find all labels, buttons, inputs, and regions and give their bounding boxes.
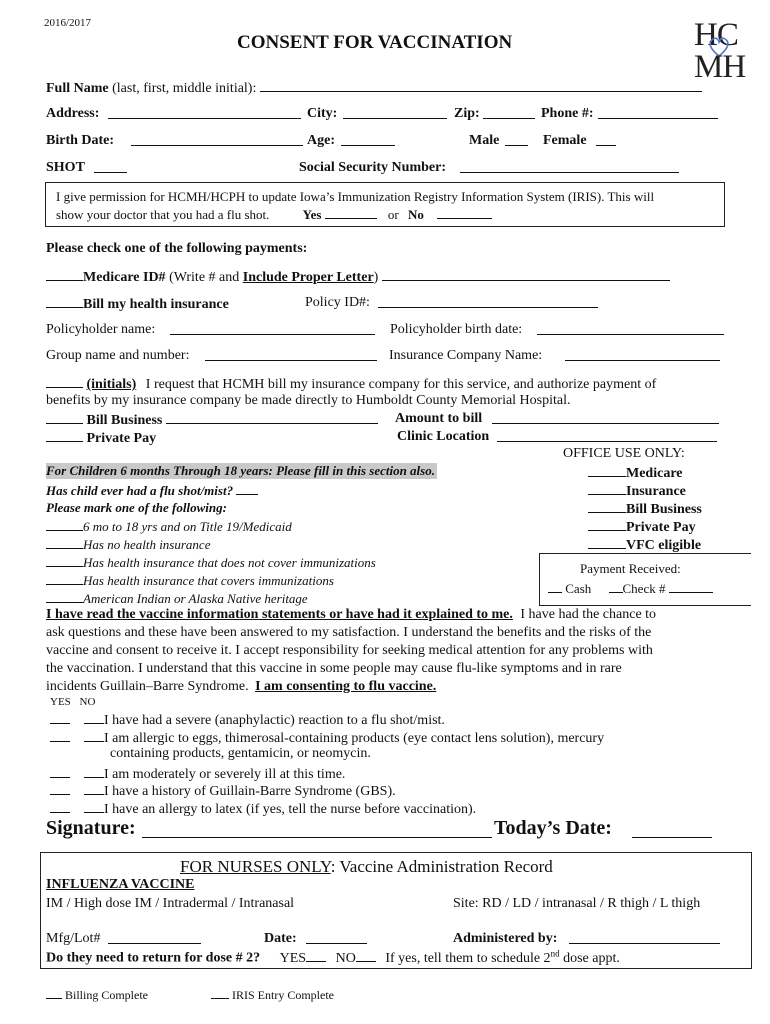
age-label: Age: <box>307 133 335 148</box>
iris-text-line1: I give permission for HCMH/HCPH to update Iowa’s Immunization Registry Information System (IRIS). This will <box>56 189 655 204</box>
billing-complete-row <box>46 986 148 1003</box>
billing-complete-label: Billing Complete <box>65 988 148 1002</box>
screening-q2-text: I am allergic to eggs, thimerosal-containing products (eye contact lens solution), mercury <box>104 731 605 746</box>
children-option-1-check[interactable] <box>46 518 83 531</box>
authorize-row <box>46 375 656 393</box>
children-option-4 <box>46 572 334 589</box>
office-bill-business <box>588 500 702 518</box>
age-field[interactable] <box>341 133 395 146</box>
medicare-close: ) <box>373 270 379 285</box>
office-bill-business-check[interactable] <box>588 500 626 513</box>
full-name-field[interactable] <box>260 79 702 92</box>
return-question: Do they need to return for dose # 2? <box>46 950 261 966</box>
office-insurance-check[interactable] <box>588 482 626 495</box>
bill-business-check[interactable] <box>46 411 83 424</box>
office-use-heading: OFFICE USE ONLY: <box>563 446 685 461</box>
full-name-hint: (last, first, middle initial): <box>112 81 257 96</box>
check-label: Check # <box>622 581 666 596</box>
screening-q2-cont: containing products, gentamicin, or neomycin. <box>110 746 371 761</box>
payment-method-row <box>548 580 713 597</box>
consent-l5: incidents Guillain–Barre Syndrome. <box>46 679 249 694</box>
children-option-4-label: Has health insurance that covers immunizations <box>83 573 334 588</box>
iris-no-field[interactable] <box>437 206 492 219</box>
policyholder-name-field[interactable] <box>170 322 375 335</box>
iris-text-line2-text: show your doctor that you had a flu shot. <box>56 207 270 222</box>
male-label: Male <box>469 133 500 148</box>
clinic-location-field[interactable] <box>497 429 717 442</box>
bill-business-row <box>46 411 378 429</box>
policy-id-label: Policy ID#: <box>305 295 370 310</box>
consent-line-4: the vaccination. I understand that this vaccine in some people may cause flu-like symptoms and in rare <box>46 661 622 676</box>
iris-entry-check[interactable] <box>211 986 229 999</box>
nurses-title-only: FOR NURSES ONLY <box>180 857 331 876</box>
children-option-3 <box>46 554 376 571</box>
phone-field[interactable] <box>598 106 718 119</box>
clinic-location-label: Clinic Location <box>397 429 490 444</box>
office-vfc-label: VFC eligible <box>626 538 702 553</box>
consent-line-3: vaccine and consent to receive it. I accept responsibility for seeking medical attention for any problems with <box>46 643 653 658</box>
cash-label: Cash <box>565 581 592 596</box>
screening-q5-yes[interactable] <box>50 800 70 813</box>
address-field[interactable] <box>108 106 301 119</box>
return-yes-field[interactable] <box>306 949 326 962</box>
medicare-id-field[interactable] <box>382 268 670 281</box>
screening-q1-no[interactable] <box>84 711 104 724</box>
amount-to-bill-field[interactable] <box>492 411 719 424</box>
iris-or-label: or <box>387 207 399 222</box>
insurance-company-field[interactable] <box>565 348 720 361</box>
screening-no-header: NO <box>79 696 96 708</box>
mfg-lot-label: Mfg/Lot# <box>46 931 101 946</box>
payment-heading: Please check one of the following payments: <box>46 241 308 256</box>
hcmh-logo <box>694 17 746 85</box>
consent-lead: I have read the vaccine information statements or have had it explained to me. <box>46 607 513 622</box>
iris-yes-label: Yes <box>302 207 322 222</box>
office-bill-business-label: Bill Business <box>626 502 702 517</box>
policyholder-birth-label: Policyholder birth date: <box>390 322 523 337</box>
administered-by-field[interactable] <box>569 931 720 944</box>
iris-yes-field[interactable] <box>325 206 377 219</box>
children-option-5 <box>46 590 308 607</box>
children-option-5-label: American Indian or Alaska Native heritage <box>83 591 308 606</box>
signature-field[interactable] <box>142 822 492 838</box>
full-name-label: Full Name <box>46 81 109 96</box>
medicare-label: Medicare ID# <box>83 270 166 285</box>
return-no-label: NO <box>335 950 356 966</box>
office-private-pay-check[interactable] <box>588 518 626 531</box>
bill-insurance-label: Bill my health insurance <box>83 297 229 312</box>
children-q1: Has child ever had a flu shot/mist? <box>46 483 234 498</box>
children-q1-row <box>46 482 258 499</box>
consent-l1: I have had the chance to <box>520 607 657 622</box>
influenza-vaccine-label: INFLUENZA VACCINE <box>46 877 195 892</box>
screening-q4-yes[interactable] <box>50 782 70 795</box>
screening-q4 <box>50 782 396 800</box>
nurse-date-field[interactable] <box>306 931 367 944</box>
return-instruction-text: If yes, tell them to schedule 2 <box>385 950 551 966</box>
screening-q2-yes[interactable] <box>50 729 70 742</box>
office-private-pay-label: Private Pay <box>626 520 696 535</box>
consent-line-5 <box>46 679 436 695</box>
return-row <box>46 948 620 967</box>
bill-business-label: Bill Business <box>86 413 163 428</box>
page-title: CONSENT FOR VACCINATION <box>237 32 513 53</box>
initials-label: (initials) <box>86 377 137 392</box>
zip-label: Zip: <box>454 106 480 121</box>
birth-date-label: Birth Date: <box>46 133 115 148</box>
nurses-title <box>180 857 553 877</box>
authorize-text-2: benefits by my insurance company be made directly to Humboldt County Memorial Hospital. <box>46 393 571 408</box>
private-pay-check[interactable] <box>46 429 83 442</box>
return-no-field[interactable] <box>356 949 376 962</box>
children-option-3-label: Has health insurance that does not cover immunizations <box>83 555 376 570</box>
screening-q1-text: I have had a severe (anaphylactic) reaction to a flu shot/mist. <box>104 713 445 728</box>
children-heading: For Children 6 months Through 18 years: Please fill in this section also. <box>46 463 435 478</box>
children-option-1-label: 6 mo to 18 yrs and on Title 19/Medicaid <box>83 519 292 534</box>
shot-label: SHOT <box>46 160 85 175</box>
screening-q1 <box>50 711 445 729</box>
policyholder-name-label: Policyholder name: <box>46 322 156 337</box>
children-option-5-check[interactable] <box>46 590 83 603</box>
bill-business-field[interactable] <box>166 411 378 424</box>
consenting-statement: I am consenting to flu vaccine. <box>255 679 437 694</box>
check-number-field[interactable] <box>669 580 713 593</box>
office-insurance <box>588 482 686 500</box>
screening-q2 <box>50 729 604 747</box>
city-label: City: <box>307 106 338 121</box>
children-option-3-check[interactable] <box>46 554 83 567</box>
shot-field[interactable] <box>94 160 127 173</box>
screening-yes-header: YES <box>50 696 71 708</box>
screening-q1-yes[interactable] <box>50 711 70 724</box>
office-vfc-eligible <box>588 536 701 554</box>
year-label: 2016/2017 <box>44 17 92 29</box>
children-option-1 <box>46 518 292 535</box>
nurse-date-label: Date: <box>264 931 297 946</box>
zip-field[interactable] <box>483 106 535 119</box>
administered-by-label: Administered by: <box>453 931 558 946</box>
screening-header <box>50 696 95 708</box>
office-insurance-label: Insurance <box>626 484 686 499</box>
address-label: Address: <box>46 106 100 121</box>
city-field[interactable] <box>343 106 447 119</box>
iris-entry-label: IRIS Entry Complete <box>232 988 334 1002</box>
medicare-check[interactable] <box>46 268 83 281</box>
full-name-row <box>46 79 702 97</box>
payment-received-label: Payment Received: <box>580 561 681 576</box>
signature-label: Signature: <box>46 817 136 839</box>
screening-q3-text: I am moderately or severely ill at this time. <box>104 767 346 782</box>
check-check[interactable] <box>609 580 623 593</box>
return-instruction <box>385 948 620 966</box>
children-option-2-label: Has no health insurance <box>83 537 211 552</box>
mfg-lot-field[interactable] <box>108 931 201 944</box>
office-medicare-check[interactable] <box>588 464 626 477</box>
return-yes-label: YES <box>279 950 307 966</box>
medicare-row <box>46 268 670 286</box>
screening-q4-no[interactable] <box>84 782 104 795</box>
return-dose-text: dose appt. <box>559 950 620 966</box>
return-sup: nd <box>550 948 560 958</box>
phone-label: Phone #: <box>541 106 594 121</box>
bill-insurance-row <box>46 295 229 313</box>
birth-date-field[interactable] <box>131 133 303 146</box>
screening-q5-text: I have an allergy to latex (if yes, tell the nurse before vaccination). <box>104 802 477 817</box>
office-medicare-label: Medicare <box>626 466 683 481</box>
screening-q5 <box>50 800 476 818</box>
iris-text-line2 <box>56 206 492 223</box>
group-name-field[interactable] <box>205 348 377 361</box>
logo-bottom-text: MH <box>694 49 746 85</box>
medicare-write: (Write # and <box>169 270 243 285</box>
screening-q3-no[interactable] <box>84 765 104 778</box>
consent-line-2: ask questions and these have been answered to my satisfaction. I understand the benefits and the risks of the <box>46 625 652 640</box>
iris-entry-row <box>211 986 334 1003</box>
children-option-2 <box>46 536 210 553</box>
insurance-company-label: Insurance Company Name: <box>389 348 543 363</box>
children-option-2-check[interactable] <box>46 536 83 549</box>
ssn-label: Social Security Number: <box>299 160 446 175</box>
private-pay-row <box>46 429 156 447</box>
policy-id-field[interactable] <box>378 295 598 308</box>
screening-q5-no[interactable] <box>84 800 104 813</box>
todays-date-label: Today’s Date: <box>494 817 612 839</box>
female-label: Female <box>543 133 587 148</box>
consent-line-1 <box>46 607 656 623</box>
group-name-label: Group name and number: <box>46 348 190 363</box>
children-option-4-check[interactable] <box>46 572 83 585</box>
route-options[interactable]: IM / High dose IM / Intradermal / Intranasal <box>46 896 295 911</box>
children-q1-field[interactable] <box>236 482 258 495</box>
screening-q3-yes[interactable] <box>50 765 70 778</box>
medicare-letter: Include Proper Letter <box>242 270 374 285</box>
ssn-field[interactable] <box>460 160 679 173</box>
iris-no-label: No <box>408 207 424 222</box>
private-pay-label: Private Pay <box>86 431 157 446</box>
female-checkbox[interactable] <box>596 133 616 146</box>
office-private-pay <box>588 518 696 536</box>
nurses-title-rest: : Vaccine Administration Record <box>330 857 553 876</box>
office-vfc-check[interactable] <box>588 536 626 549</box>
bill-insurance-check[interactable] <box>46 295 83 308</box>
cash-check[interactable] <box>548 580 562 593</box>
screening-q2-no[interactable] <box>84 729 104 742</box>
screening-q4-text: I have a history of Guillain-Barre Syndrome (GBS). <box>104 784 396 799</box>
policyholder-birth-field[interactable] <box>537 322 724 335</box>
male-checkbox[interactable] <box>505 133 528 146</box>
todays-date-field[interactable] <box>632 822 712 838</box>
logo-top-text: HC <box>694 17 738 53</box>
billing-complete-check[interactable] <box>46 986 62 999</box>
screening-q3 <box>50 765 345 783</box>
children-q2: Please mark one of the following: <box>46 500 227 515</box>
site-options[interactable]: Site: RD / LD / intranasal / R thigh / L thigh <box>453 896 701 911</box>
amount-to-bill-label: Amount to bill <box>395 411 483 426</box>
initials-field[interactable] <box>46 375 83 388</box>
office-medicare <box>588 464 683 482</box>
authorize-text-1: I request that HCMH bill my insurance company for this service, and authorize payment of <box>145 377 657 392</box>
